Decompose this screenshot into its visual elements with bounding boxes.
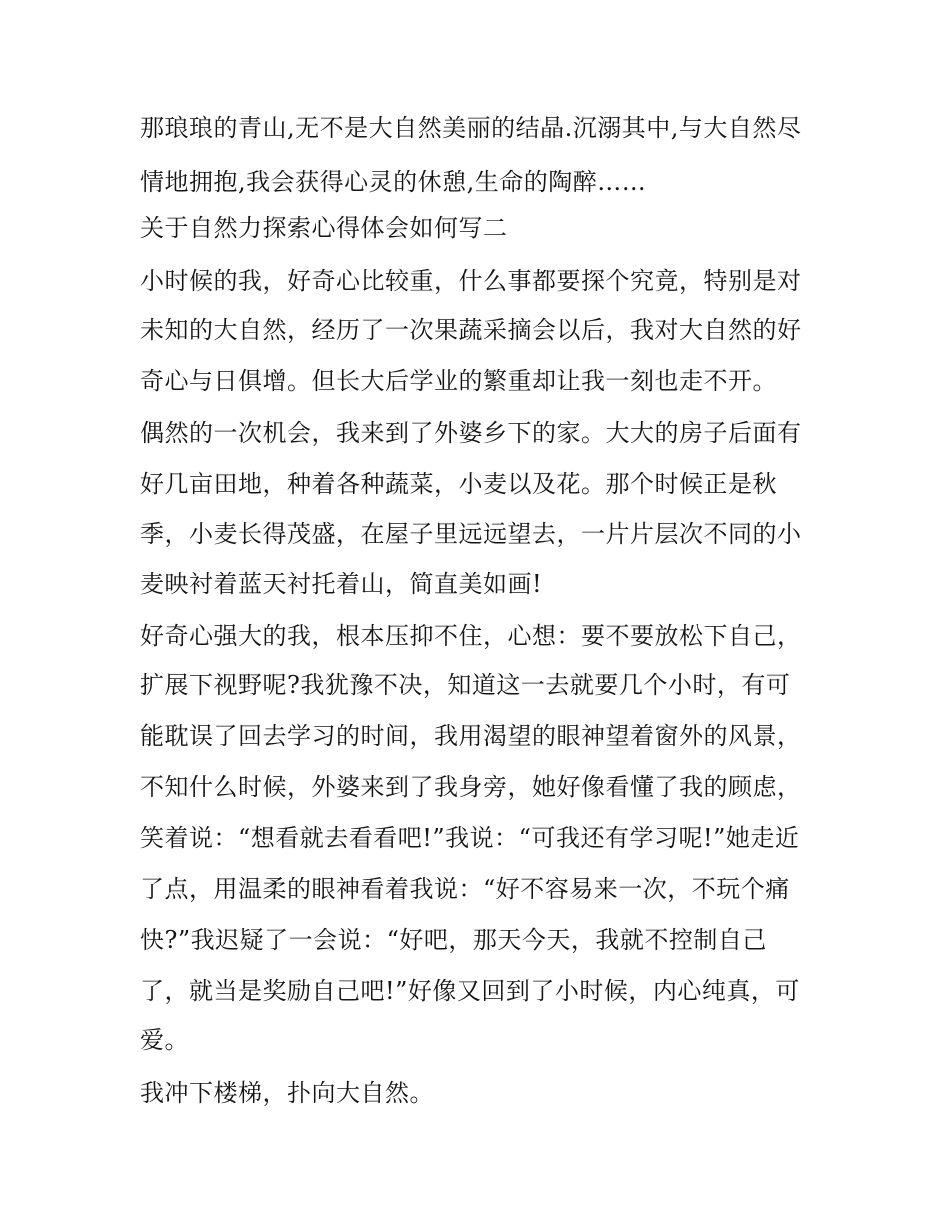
text-line: 我冲下楼梯，扑向大自然。 <box>140 1079 434 1107</box>
text-line: 奇心与日俱增。但长大后学业的繁重却让我一刻也走不开。 <box>140 367 777 395</box>
text-line: 笑着说：“想看就去看看吧!”我说：“可我还有学习呢!”她走近 <box>140 824 800 852</box>
text-line: 能耽误了回去学习的时间，我用渴望的眼神望着窗外的风景， <box>140 722 802 750</box>
text-line: 好奇心强大的我，根本压抑不住，心想：要不要放松下自己， <box>140 622 802 650</box>
text-line: 季，小麦长得茂盛，在屋子里远远望去，一片片层次不同的小 <box>140 520 802 548</box>
text-line: 不知什么时候，外婆来到了我身旁，她好像看懂了我的顾虑， <box>140 773 802 801</box>
text-line: 偶然的一次机会，我来到了外婆乡下的家。大大的房子后面有 <box>140 419 802 447</box>
text-line: 了，就当是奖励自己吧!”好像又回到了小时候，内心纯真，可 <box>140 977 800 1005</box>
text-line: 好几亩田地，种着各种蔬菜，小麦以及花。那个时候正是秋 <box>140 470 777 498</box>
text-line: 爱。 <box>140 1026 189 1054</box>
text-line: 情地拥抱,我会获得心灵的休憩,生命的陶醉…… <box>140 168 647 196</box>
text-line: 小时候的我，好奇心比较重，什么事都要探个究竟，特别是对 <box>140 267 802 295</box>
text-line: 那琅琅的青山,无不是大自然美丽的结晶.沉溺其中,与大自然尽 <box>140 114 802 142</box>
text-line: 快?”我迟疑了一会说：“好吧，那天今天，我就不控制自己 <box>140 926 767 954</box>
text-line: 麦映衬着蓝天衬托着山，简直美如画! <box>140 570 543 598</box>
text-line: 未知的大自然，经历了一次果蔬采摘会以后，我对大自然的好 <box>140 316 802 344</box>
text-line: 扩展下视野呢?我犹豫不决，知道这一去就要几个小时，有可 <box>140 671 791 699</box>
text-line: 了点，用温柔的眼神看着我说：“好不容易来一次，不玩个痛 <box>140 875 790 903</box>
section-heading: 关于自然力探索心得体会如何写二 <box>140 214 508 242</box>
